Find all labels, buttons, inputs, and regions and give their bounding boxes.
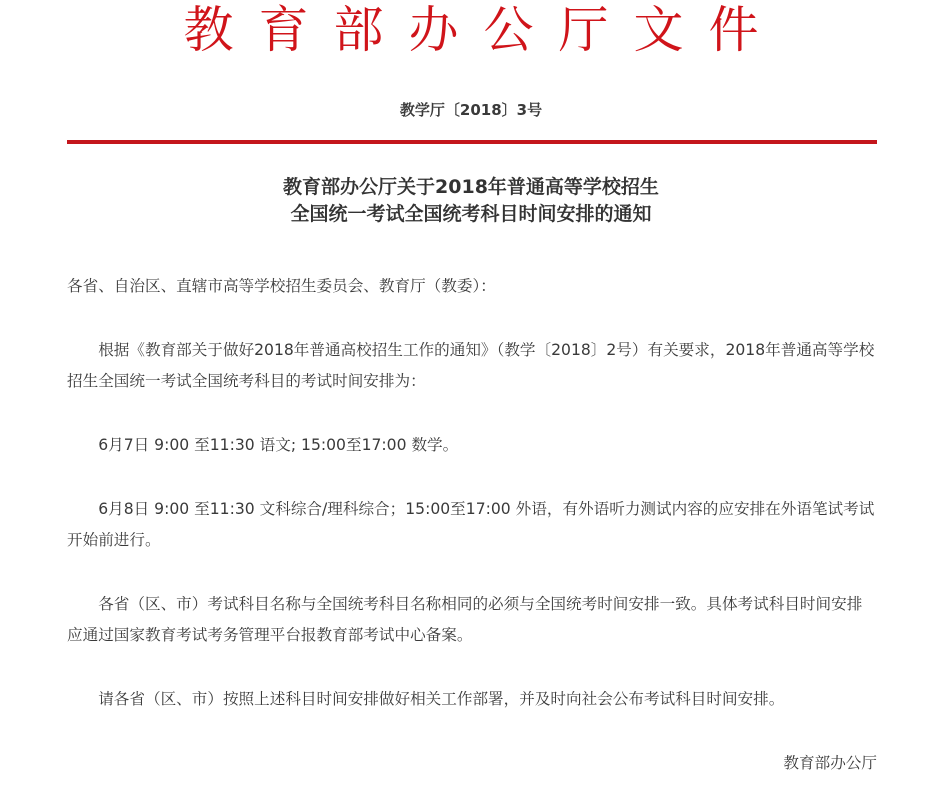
paragraph-june7: 6月7日 9:00 至11:30 语文; 15:00至17:00 数学。 — [98, 436, 459, 454]
title-line-2: 全国统一考试全国统考科目时间安排的通知 — [290, 203, 652, 225]
red-divider — [67, 140, 877, 144]
notice-body — [67, 271, 877, 812]
notice-title — [0, 174, 942, 228]
paragraph-basis: 根据《教育部关于做好2018年普通高校招生工作的通知》（教学〔2018〕2号）有关要求，2018年普通高等学校招生全国统一考试全国统考科目的考试时间安排为： — [67, 341, 875, 390]
paragraph-provincial: 各省（区、市）考试科目名称与全国统考科目名称相同的必须与全国统考时间安排一致。具体考试科目时间安排应通过国家教育考试考务管理平台报教育部考试中心备案。 — [67, 595, 863, 644]
salutation: 各省、自治区、直辖市高等学校招生委员会、教育厅（教委）： — [67, 277, 496, 295]
paragraph-request: 请各省（区、市）按照上述科目时间安排做好相关工作部署，并及时向社会公布考试科目时间安排。 — [98, 690, 785, 708]
document-masthead: 教育部办公厅文件 — [183, 1, 784, 59]
paragraph-june8: 6月8日 9:00 至11:30 文科综合/理科综合；15:00至17:00 外语，有外语听力测试内容的应安排在外语笔试考试开始前进行。 — [67, 500, 875, 549]
title-line-1: 教育部办公厅关于2018年普通高等学校招生 — [283, 176, 659, 198]
document-number: 教学厅〔2018〕3号 — [399, 101, 543, 119]
signature: 教育部办公厅 — [783, 754, 877, 772]
